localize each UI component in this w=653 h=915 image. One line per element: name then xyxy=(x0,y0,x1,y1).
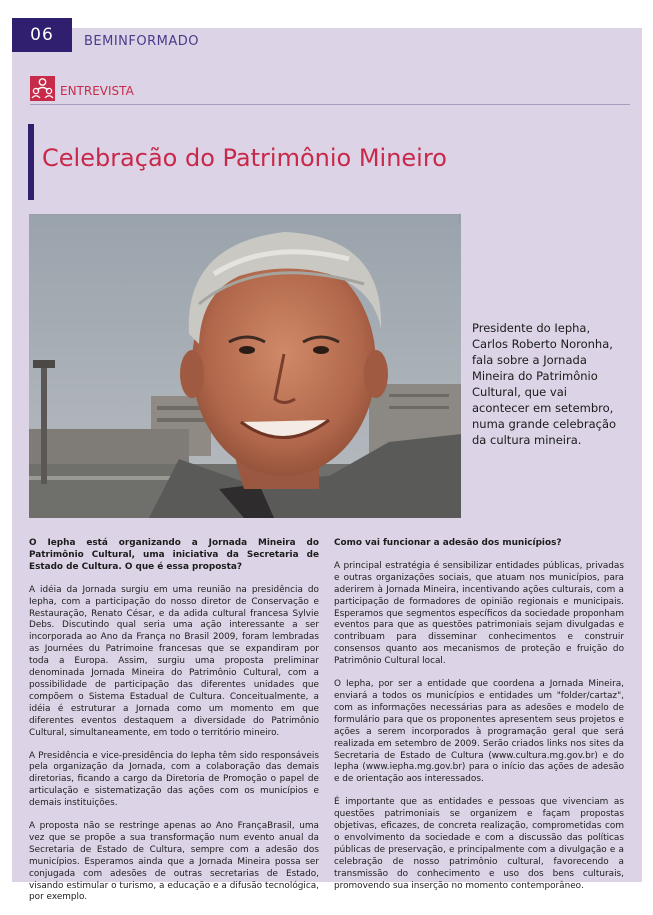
interview-answer: A principal estratégia é sensibilizar entidades públicas, privadas e outras organizações sociais, que atuam nos municípios, para aderirem à Jornada Mineira, incentivando ações culturais, com a participação de formadores de opinião regionais e municipais. Esperamos que segmentos específicos da sociedade proponham eventos para que as questões patrimoniais sejam divulgadas e contribuam para disseminar conhecimentos e construir consensos quanto aos mecanismos de proteção e fruição do Patrimônio Cultural local. xyxy=(334,560,624,667)
interview-answer: O Iepha, por ser a entidade que coordena a Jornada Mineira, enviará a todos os municípios e entidades um "folder/cartaz", com as informações necessárias para as adesões e modelo de formulário para que os proponentes apresentem seus projetos e ações a serem incorporados à programação geral que será realizada em setembro de 2009. Serão criados links nos sites da Secretaria de Estado de Cultura (www.cultura.mg.gov.br) e do Iepha (www.iepha.mg.gov.br) para o início das ações de adesão e de orientação aos interessados. xyxy=(334,679,624,785)
photo-credit-mark: — — xyxy=(457,213,463,225)
article-column-left xyxy=(29,538,319,915)
interview-question: Como vai funcionar a adesão dos municípios? xyxy=(334,538,562,548)
section-label: ENTREVISTA xyxy=(60,84,134,98)
page-number: 06 xyxy=(12,18,72,52)
article-title: Celebração do Patrimônio Mineiro xyxy=(42,144,447,172)
interview-answer: É importante que as entidades e pessoas que vivenciam as questões patrimoniais se organizem e façam propostas objetivas, eficazes, de concreta realização, comprometidas com o envolvimento da sociedade e com a discussão das políticas públicas de preservação, e principalmente com a divulgação e a celebração de nosso patrimônio cultural, favorecendo a transmissão do conhecimento e uso dos bens culturais, promovendo sua inserção no momento contemporâneo. xyxy=(334,797,624,891)
section-divider xyxy=(30,104,630,105)
interview-photo xyxy=(29,214,461,518)
article-column-right xyxy=(334,538,624,903)
interview-question: O Iepha está organizando a Jornada Mineira do Patrimônio Cultural, uma iniciativa da Secretaria de Estado de Cultura. O que é essa proposta? xyxy=(29,538,319,572)
article-lead: Presidente do Iepha, Carlos Roberto Noronha, fala sobre a Jornada Mineira do Patrimônio Cultural, que vai acontecer em setembro, numa grande celebração da cultura mineira. xyxy=(472,321,617,447)
interview-answer: A Presidência e vice-presidência do Iepha têm sido responsáveis pela organização da Jornada, com a colaboração das demais diretorias, ficando a cargo da Diretoria de Promoção o papel de articulação e sistematização das ações com os municípios e demais instituições. xyxy=(29,750,319,809)
people-icon xyxy=(30,76,55,101)
interview-answer: A proposta não se restringe apenas ao Ano FrançaBrasil, uma vez que se propõe a sua transformação num evento anual da Secretaria de Estado de Cultura, sempre com a adesão dos municípios. Esperamos ainda que a Jornada Mineira possa ser conjugada com adesões de outras secretarias de Estado, visando estimular o turismo, a educação e a difusão tecnológica, por exemplo. xyxy=(29,821,319,903)
title-accent-bar xyxy=(28,124,34,200)
magazine-name: BEMINFORMADO xyxy=(84,34,200,49)
interview-answer: A idéia da Jornada surgiu em uma reunião na presidência do Iepha, com a participação do nosso diretor de Conservação e Restauração, Renato César, e da adida cultural francesa Sylvie Debs. Discutindo qual seria uma ação interessante a ser incorporada ao Ano da França no Brasil 2009, foram lembradas as Journées du Patrimoine francesas que se expandiram por toda a Europa. Assim, surgiu uma proposta preliminar denominada Jornada Mineira do Patrimônio Cultural, com a possibilidade de participação das diferentes unidades que compõem o Sistema Estadual de Cultura. Conceitualmente, a idéia é estruturar a Jornada como um momento em que diferentes eventos destaquem a diversidade do Patrimônio Cultural, simultaneamente, em todo o território mineiro. xyxy=(29,584,319,738)
